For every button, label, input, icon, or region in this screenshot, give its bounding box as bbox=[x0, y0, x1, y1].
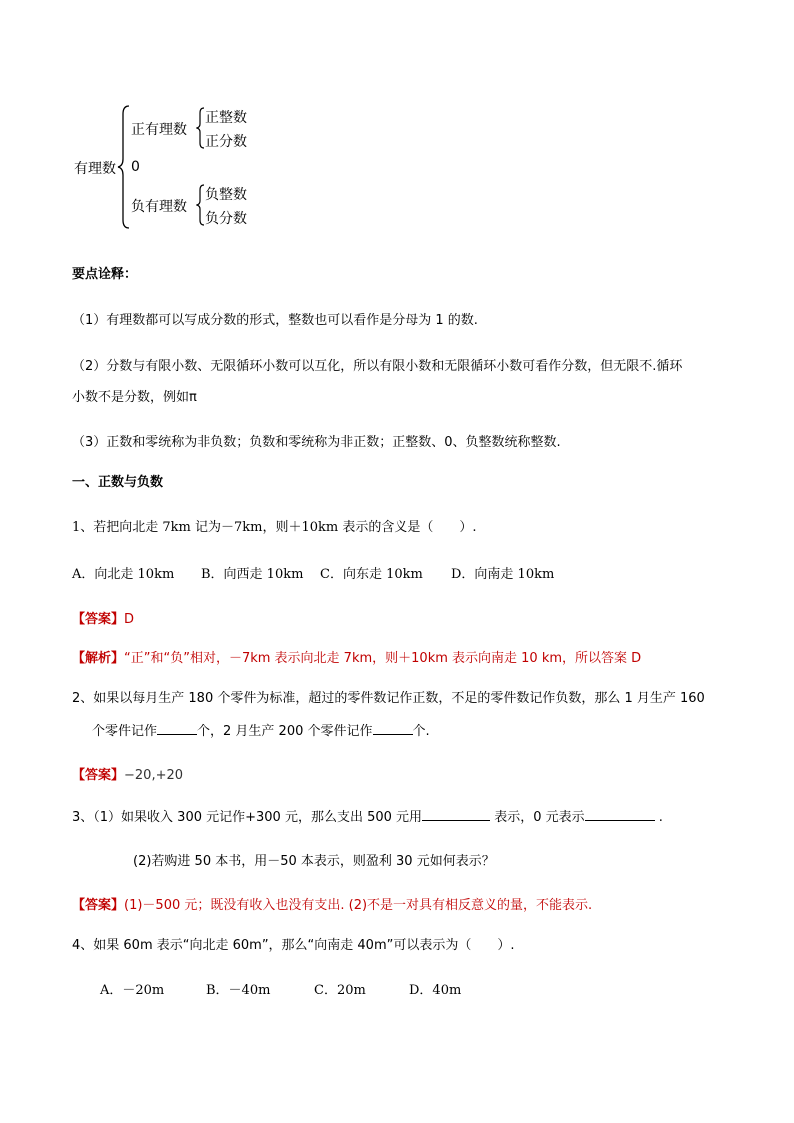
question-3-part-1 bbox=[72, 806, 663, 825]
keypoint-2-line-2: 小数不是分数，例如π bbox=[72, 390, 197, 405]
question-1-answer bbox=[72, 608, 134, 627]
question-3-text-b: 表示，0 元表示 bbox=[494, 810, 585, 825]
question-3-text-a: 3、（1）如果收入 300 元记作+300 元，那么支出 500 元用 bbox=[72, 810, 423, 825]
question-2-text-b: 个，2 月生产 200 个零件记作 bbox=[197, 724, 373, 739]
question-2-text-c: 个. bbox=[412, 724, 430, 739]
question-3-text-c: . bbox=[658, 810, 663, 825]
left-brace-icon bbox=[116, 104, 132, 230]
question-3-part-2: (2)若购进 50 本书，用－50 本表示，则盈利 30 元如何表示？ bbox=[133, 854, 495, 869]
answer-value: (1)－500 元；既没有收入也没有支出. (2)不是一对具有相反意义的量，不能表示. bbox=[124, 898, 593, 913]
question-1-text: 1、若把向北走 7km 记为－7km，则＋10km 表示的含义是（ ）. bbox=[72, 520, 477, 535]
question-1-analysis bbox=[72, 647, 641, 666]
question-2-answer bbox=[72, 764, 183, 783]
answer-blank[interactable] bbox=[422, 806, 490, 821]
tree-root-label: 有理数 bbox=[74, 161, 116, 177]
answer-label: 【答案】 bbox=[72, 768, 125, 783]
keypoint-2-line-1: （2）分数与有限小数、无限循环小数可以互化，所以有限小数和无限循环小数可看作分数，但无限不.循环 bbox=[72, 359, 683, 374]
question-2-line-2 bbox=[92, 720, 430, 739]
answer-blank[interactable] bbox=[373, 720, 413, 735]
tree-positive-child-2: 正分数 bbox=[205, 134, 247, 150]
option-b: B．－40m bbox=[206, 983, 271, 998]
answer-blank[interactable] bbox=[157, 720, 197, 735]
option-a: A．向北走 10km bbox=[72, 567, 175, 582]
option-b: B．向西走 10km bbox=[201, 567, 304, 582]
analysis-text: “正”和“负”相对，－7km 表示向北走 7km，则＋10km 表示向南走 10 km，所以答案 D bbox=[124, 651, 642, 666]
tree-negative-child-2: 负分数 bbox=[205, 211, 247, 227]
keypoints-heading: 要点诠释： bbox=[72, 267, 138, 282]
tree-negative-child-1: 负整数 bbox=[205, 187, 247, 203]
keypoint-3: （3）正数和零统称为非负数；负数和零统称为非正数；正整数、0、负整数统称整数. bbox=[72, 435, 561, 450]
question-2-line-1: 2、如果以每月生产 180 个零件为标准，超过的零件数记作正数，不足的零件数记作负数，那么 1 月生产 160 bbox=[72, 691, 705, 706]
question-4-text: 4、如果 60m 表示“向北走 60m”，那么“向南走 40m”可以表示为（ ）. bbox=[72, 938, 515, 953]
answer-label: 【答案】 bbox=[72, 898, 125, 913]
tree-positive-label: 正有理数 bbox=[131, 122, 187, 138]
tree-zero-label: 0 bbox=[131, 159, 140, 175]
tree-positive-child-1: 正整数 bbox=[205, 110, 247, 126]
answer-value: −20,+20 bbox=[124, 768, 184, 783]
option-d: D．向南走 10km bbox=[451, 567, 555, 582]
option-c: C．20m bbox=[314, 983, 366, 998]
answer-blank[interactable] bbox=[585, 806, 655, 821]
tree-negative-label: 负有理数 bbox=[131, 199, 187, 215]
option-d: D．40m bbox=[409, 983, 462, 998]
answer-value: D bbox=[124, 612, 135, 627]
analysis-label: 【解析】 bbox=[72, 651, 125, 666]
question-3-answer bbox=[72, 894, 592, 913]
keypoint-1: （1）有理数都可以写成分数的形式，整数也可以看作是分母为 1 的数. bbox=[72, 313, 478, 328]
answer-label: 【答案】 bbox=[72, 612, 125, 627]
option-a: A．－20m bbox=[100, 983, 165, 998]
section-title: 一、正数与负数 bbox=[72, 475, 164, 490]
question-2-text-a: 个零件记作 bbox=[92, 724, 158, 739]
option-c: C．向东走 10km bbox=[320, 567, 423, 582]
